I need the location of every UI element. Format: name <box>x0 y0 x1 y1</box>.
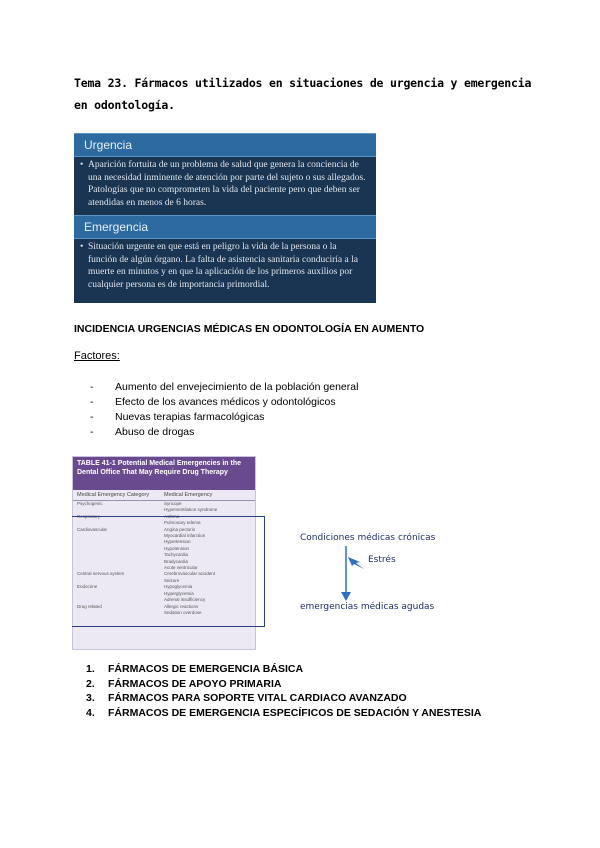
list-item <box>86 662 481 677</box>
urgencia-definition: • Aparición fortuita de un problema de salud que genera la conciencia de una necesidad inminente de atención por parte del sujeto o sus allegados. Patologías que no comprometen la vida del paciente pero que deben ser atendidas en menos de 6 horas. <box>74 157 376 211</box>
table-cell-emergency: Allergic reactions <box>164 603 199 609</box>
factores-label: Factores: <box>74 350 120 362</box>
table-cell-emergency: Hyperglycemia <box>164 590 194 596</box>
table-cell-category: Psychogenic <box>77 501 103 506</box>
bracket-bottom-line <box>72 626 264 627</box>
bracket-top-line <box>72 516 264 517</box>
item-number: 3. <box>86 692 95 704</box>
table-cell-emergency: Hyperventilation syndrome <box>164 507 218 513</box>
list-item: - Nuevas terapias farmacológicas <box>90 410 358 425</box>
table-cell-category: Cardiovascular <box>77 526 108 532</box>
stress-arrow-icon <box>346 556 366 570</box>
diagram-arrow-label: Estrés <box>368 555 396 565</box>
item-text: FÁRMACOS DE EMERGENCIA BÁSICA <box>108 663 304 675</box>
item-text: FÁRMACOS DE EMERGENCIA ESPECÍFICOS DE SEDACIÓN Y ANESTESIA <box>108 706 482 719</box>
page-title: Tema 23. Fármacos utilizados en situaciones de urgencia y emergencia en odontología. <box>74 76 532 112</box>
emergencies-table-image <box>72 456 256 650</box>
table-cell-emergency: Tachycardia <box>164 552 189 558</box>
table-cell-emergency: Myocardial infarction <box>164 533 206 539</box>
table-cell-emergency: Adrenal insufficiency <box>164 597 206 603</box>
table-cell-emergency: Pulmonary edema <box>164 520 201 526</box>
table-col-emergency: Medical Emergency <box>164 492 213 498</box>
table-cell-emergency: Bradycardia <box>164 558 189 564</box>
item-number: 4. <box>86 706 95 719</box>
table-cell-emergency: Angina pectoris <box>164 526 196 532</box>
item-number: 2. <box>86 677 95 690</box>
factores-list <box>90 380 358 440</box>
list-item <box>86 691 481 706</box>
drug-groups-list <box>86 662 481 720</box>
definitions-slide <box>74 133 376 303</box>
table-cell-emergency: Hypoglycemia <box>164 584 193 590</box>
list-item: - Aumento del envejecimiento de la población general <box>90 380 358 395</box>
table-cell-category: Central nervous system <box>77 571 125 577</box>
table-header-row <box>73 490 255 501</box>
table-cell-category <box>77 610 164 616</box>
table-col-category: Medical Emergency Category <box>77 492 150 498</box>
item-number: 1. <box>86 663 95 675</box>
diagram-top-label: Condiciones médicas crónicas <box>300 533 436 543</box>
list-item <box>86 677 481 692</box>
list-item: - Abuso de drogas <box>90 425 358 440</box>
table-cell-emergency: Cerebrovascular accident <box>164 571 216 577</box>
table-body <box>73 501 255 616</box>
urgencia-header: Urgencia <box>74 133 376 157</box>
emergencia-header: Emergencia <box>74 215 376 239</box>
bracket-vertical-line <box>264 516 265 627</box>
section-subtitle: INCIDENCIA URGENCIAS MÉDICAS EN ODONTOLOGÍA EN AUMENTO <box>74 323 425 335</box>
item-text: FÁRMACOS PARA SOPORTE VITAL CARDIACO AVANZADO <box>108 692 407 704</box>
table-title: TABLE 41-1 Potential Medical Emergencies in the Dental Office That May Require Drug Therapy <box>73 457 255 490</box>
table-cell-category: Drug related <box>77 603 102 609</box>
diagram-bottom-label: emergencias médicas agudas <box>300 602 435 612</box>
table-row <box>73 610 255 616</box>
list-item: - Efecto de los avances médicos y odontológicos <box>90 395 358 410</box>
table-cell-emergency: Hypertension <box>164 539 191 545</box>
emergencia-definition: • Situación urgente en que está en peligro la vida de la persona o la función de algún órgano. La falta de asistencia sanitaria conduciría a la muerte en minutos y en que la aplicación de los primeros auxilios por cualquier persona es de importancia primordial. <box>74 239 376 293</box>
table-cell-emergency: Hypotension <box>164 545 190 551</box>
table-cell-emergency: Syncope <box>164 501 182 506</box>
table-cell-emergency: Seizure <box>164 577 180 583</box>
table-cell-emergency: Acute ventricular <box>164 565 198 571</box>
arrow-down-icon <box>340 546 352 602</box>
list-item <box>86 706 481 721</box>
table-cell-category: Endocrine <box>77 584 98 590</box>
item-text: FÁRMACOS DE APOYO PRIMARIA <box>108 677 282 690</box>
table-cell-emergency: Sedation overdose <box>164 609 202 615</box>
